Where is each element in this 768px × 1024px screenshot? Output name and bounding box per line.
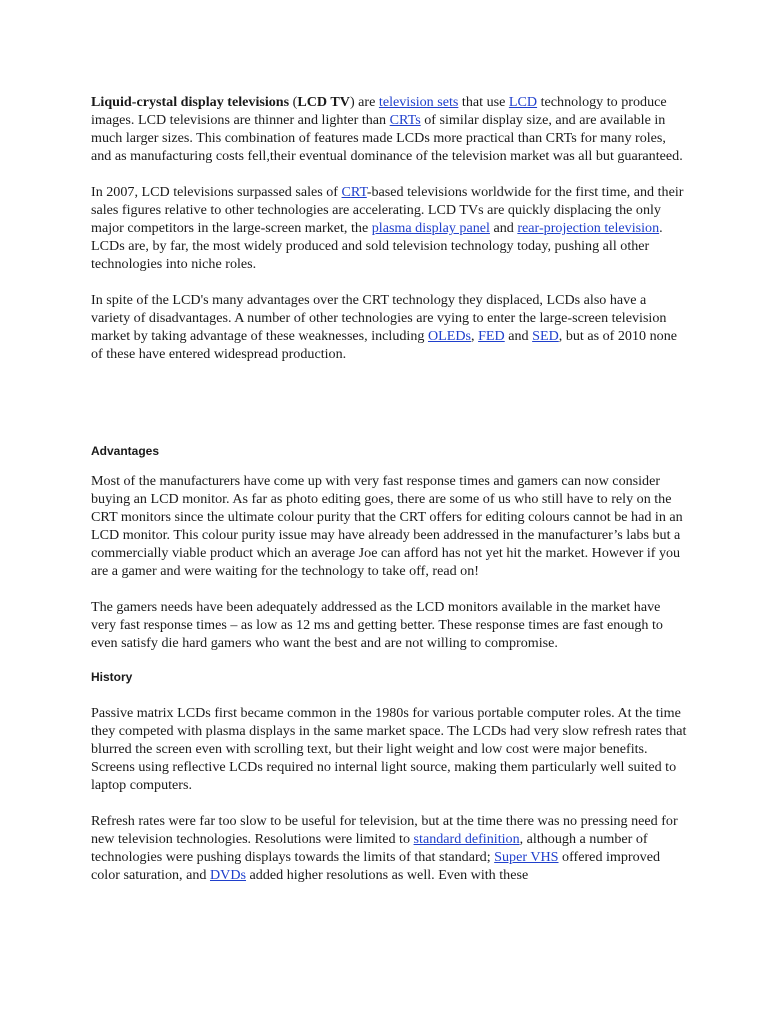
link-plasma-display-panel[interactable]: plasma display panel [371, 220, 490, 236]
disadvantages-paragraph [91, 291, 688, 363]
history-paragraph-1: Passive matrix LCDs first became common in the 1980s for various portable computer roles. At the time they competed with plasma displays in the same market space. The LCDs had very slow refresh rates that blurred the screen even with scrolling text, but their light weight and low cost were major benefits. Screens using reflective LCDs required no internal light source, making them particularly well suited to laptop computers. [91, 705, 687, 793]
paren-close: ) [349, 94, 355, 110]
history-heading: History [91, 670, 133, 684]
link-rear-projection-television[interactable]: rear-projection television [517, 220, 660, 236]
text-run: that use [458, 94, 509, 110]
intro-paragraph [91, 93, 688, 165]
link-oleds[interactable]: OLEDs [427, 328, 472, 344]
text-run: of similar display size, and are available in much larger sizes. This combination of features made LCDs more practical than CRTs for many roles, and as manufacturing costs fell,their eventual dominance of the television market was all but guaranteed. [91, 112, 683, 164]
text-run: , [471, 328, 479, 344]
link-sed[interactable]: SED [532, 328, 559, 344]
link-super-vhs[interactable]: Super VHS [494, 849, 559, 865]
link-crt[interactable]: CRT [341, 184, 367, 200]
lcd-tv-term: Liquid-crystal display televisions [91, 94, 290, 110]
text-run: technology to produce images. LCD televisions are thinner and lighter than [91, 94, 667, 128]
link-dvds[interactable]: DVDs [209, 867, 247, 883]
paren-open: ( [289, 94, 298, 110]
advantages-heading: Advantages [91, 444, 160, 458]
text-run: , although a number of technologies were pushing displays towards the limits of that standard; [91, 831, 648, 865]
text-run: Refresh rates were far too slow to be useful for television, but at the time there was no pressing need for new television technologies. Resolutions were limited to [91, 813, 678, 847]
history-paragraph-2 [91, 812, 688, 884]
text-run: , but as of 2010 none of these have entered widespread production. [91, 328, 677, 362]
link-crts[interactable]: CRTs [389, 112, 421, 128]
link-fed[interactable]: FED [478, 328, 505, 344]
advantages-paragraph-1: Most of the manufacturers have come up with very fast response times and gamers can now consider buying an LCD monitor. As far as photo editing goes, there are some of us who still have to rely on the CRT monitors since the ultimate colour purity that the CRT offers for editing colours cannot be had in an LCD monitor. This colour purity issue may have already been addressed in the manufacturer’s labs but a commercially viable product which an average Joe can afford has not yet hit the market. However if you are a gamer and were waiting for the technology to take off, read on! [91, 473, 683, 579]
link-lcd[interactable]: LCD [508, 94, 538, 110]
text-run: In spite of the LCD's many advantages over the CRT technology they displaced, LCDs also have a variety of disadvantages. A number of other technologies are vying to enter the large-screen television market by taking advantage of these weaknesses, including [91, 292, 667, 344]
text-run: and [504, 328, 533, 344]
text-run: added higher resolutions as well. Even with these [246, 867, 529, 883]
sales-paragraph [91, 183, 688, 273]
link-standard-definition[interactable]: standard definition [413, 831, 520, 847]
advantages-paragraph-2: The gamers needs have been adequately addressed as the LCD monitors available in the market have very fast response times – as low as 12 ms and getting better. These response times are fast enough to even satisfy die hard gamers who want the best and are not willing to compromise. [91, 599, 663, 651]
blank-space [91, 381, 688, 444]
text-run: offered improved color saturation, and [91, 849, 661, 883]
text-run: and [489, 220, 518, 236]
text-run: -based televisions worldwide for the first time, and their sales figures relative to other technologies are accelerating. LCD TVs are quickly displacing the only major competitors in the large-screen market, the [91, 184, 684, 236]
link-television-sets[interactable]: television sets [378, 94, 459, 110]
lcd-tv-abbr: LCD TV [297, 94, 350, 110]
text-run: are [354, 94, 379, 110]
text-run: In 2007, LCD televisions surpassed sales of [91, 184, 342, 200]
text-run: . LCDs are, by far, the most widely produced and sold television technology today, pushing all other technologies into niche roles. [91, 220, 663, 272]
